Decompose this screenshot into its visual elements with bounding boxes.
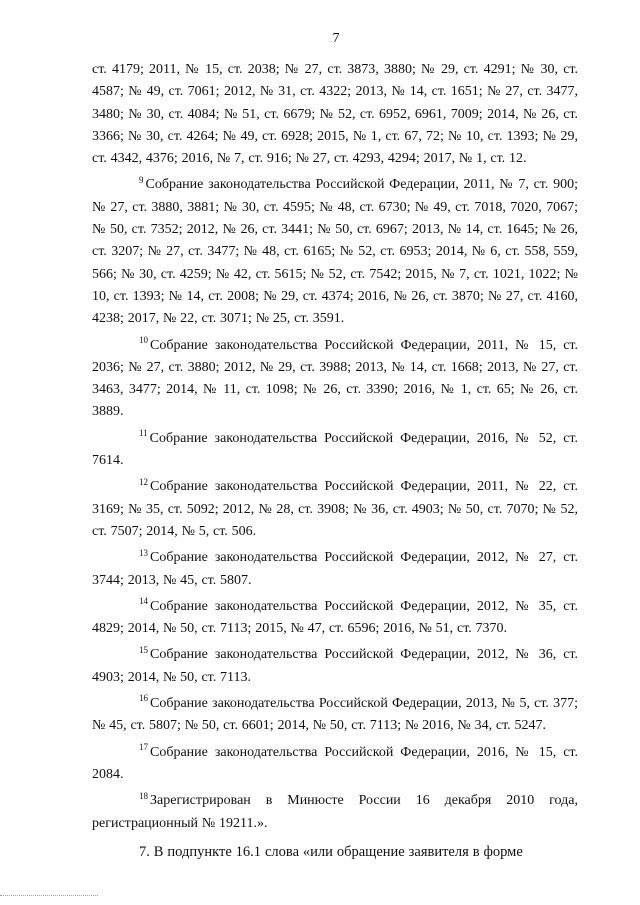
footnotes-body [92,59,578,867]
page-number: 7 [332,31,340,46]
footnote-18 [92,790,578,835]
body-text: 7. В подпункте 16.1 слова «или обращение заявителя в форме [139,843,523,860]
footnote-marker: 15 [139,644,148,655]
footnote-16 [92,693,578,738]
footnote-marker: 11 [139,428,148,439]
footnote-marker: 13 [139,547,148,558]
footnote-text: Собрание законодательства Российской Федерации, 2012, № 27, ст. 3744; 2013, № 45, ст. 5807. [92,550,578,588]
footnote-marker: 16 [139,693,148,704]
footnote-text: Собрание законодательства Российской Федерации, 2016, № 15, ст. 2084. [92,744,578,782]
footnote-continuation [92,59,578,170]
footnote-14 [92,596,578,641]
footnote-marker: 17 [139,741,148,752]
footnote-10 [92,335,578,424]
footnote-marker: 10 [139,334,148,345]
footnote-text: Собрание законодательства Российской Федерации, 2013, № 5, ст. 377; № 45, ст. 5807; № 50, ст. 6601; 2014, № 50, ст. 7113; № 2016, № 34, ст. 5247. [92,696,578,734]
footnote-marker: 9 [139,174,144,185]
footnote-text: Собрание законодательства Российской Федерации, 2012, № 36, ст. 4903; 2014, № 50, ст. 7113. [92,647,578,685]
footnote-17 [92,742,578,787]
footnote-12 [92,476,578,543]
footnote-9 [92,174,578,330]
footnote-marker: 18 [139,790,148,801]
footnote-text: Собрание законодательства Российской Федерации, 2011, № 22, ст. 3169; № 35, ст. 5092; 2012, № 28, ст. 3908; № 36, ст. 4903; № 50, ст. 7070; № 52, ст. 7507; 2014, № 5, ст. 506. [92,479,578,539]
footnote-13 [92,547,578,592]
footnote-text: ст. 4179; 2011, № 15, ст. 2038; № 27, ст. 3873, 3880; № 29, ст. 4291; № 30, ст. 4587; № 49, ст. 7061; 2012, № 31, ст. 4322; 2013, № 14, ст. 1651; № 27, ст. 3477, 3480; № 30, ст. 4084; № 51, ст. 6679; № 52, ст. 6952, 6961, 7009; 2014, № 26, ст. 3366; № 30, ст. 4264; № 49, ст. 6928; 2015, № 1, ст. 67, 72; № 10, ст. 1393; № 29, ст. 4342, 4376; 2016, № 7, ст. 916; № 27, ст. 4293, 4294; 2017, № 1, ст. 12. [92,62,578,167]
footnote-text: Собрание законодательства Российской Федерации, 2011, № 15, ст. 2036; № 27, ст. 3880; 2012, № 29, ст. 3988; 2013, № 14, ст. 1668; 2013, № 27, ст. 3463, 3477; 2014, № 11, ст. 1098; № 26, ст. 3390; 2016, № 1, ст. 65; № 26, ст. 3889. [92,337,578,420]
footnote-15 [92,644,578,689]
footnote-text: Собрание законодательства Российской Федерации, 2011, № 7, ст. 900; № 27, ст. 3880, 3881; № 30, ст. 4595; № 48, ст. 6730; № 49, ст. 7018, 7020, 7067; № 50, ст. 7352; 2012, № 26, ст. 3441; № 50, ст. 6967; 2013, № 14, ст. 1645; № 26, ст. 3207; № 27, ст. 3477; № 48, ст. 6165; № 52, ст. 6953; 2014, № 6, ст. 558, 559, 566; № 30, ст. 4259; № 42, ст. 5615; № 52, ст. 7542; 2015, № 7, ст. 1021, 1022; № 10, ст. 1393; № 14, ст. 2008; № 29, ст. 4374; 2016, № 26, ст. 3870; № 27, ст. 4160, 4238; 2017, № 22, ст. 3071; № 25, ст. 3591. [92,177,578,327]
footnote-11 [92,428,578,473]
amendment-item-7 [92,841,578,863]
footnote-text: Собрание законодательства Российской Федерации, 2016, № 52, ст. 7614. [92,430,578,469]
footnote-marker: 14 [139,596,148,607]
scan-edge-mark [0,895,98,896]
footnote-text: Собрание законодательства Российской Федерации, 2012, № 35, ст. 4829; 2014, № 50, ст. 7113; 2015, № 47, ст. 6596; 2016, № 51, ст. 7370. [92,598,578,637]
footnote-marker: 12 [139,476,148,487]
footnote-text: Зарегистрирован в Минюсте России 16 декабря 2010 года, регистрационный № 19211.». [92,793,578,831]
